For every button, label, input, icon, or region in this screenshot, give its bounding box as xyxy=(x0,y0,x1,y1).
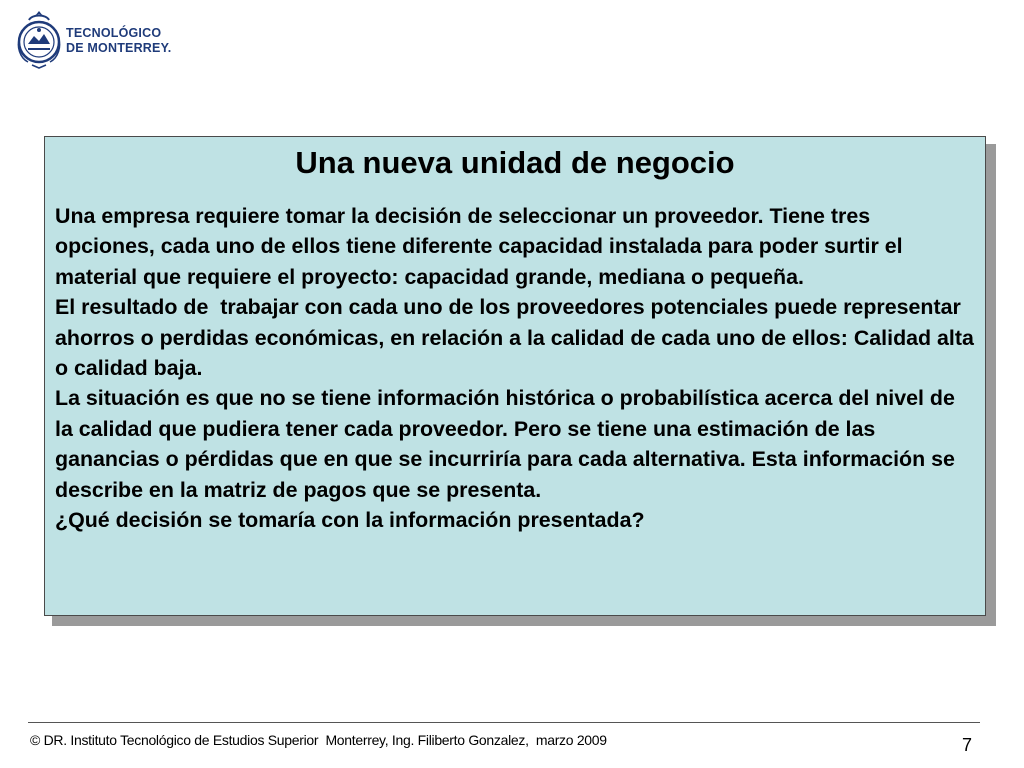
logo-line-2: DE MONTERREY. xyxy=(66,41,172,55)
paragraph-1: Una empresa requiere tomar la decisión de seleccionar un proveedor. Tiene tres opciones, cada uno de ellos tiene diferente capacidad instalada para poder surtir el material que requiere el proyecto: capacidad grande, mediana o pequeña. xyxy=(55,204,909,289)
page-number: 7 xyxy=(962,735,973,755)
footer-divider xyxy=(28,722,980,723)
logo-line-1: TECNOLÓGICO xyxy=(66,26,162,40)
paragraph-3: La situación es que no se tiene información histórica o probabilística acerca del nivel de la calidad que pudiera tener cada proveedor. Pero se tiene una estimación de las ganancias o pérdidas que en que se incurriría para cada alternativa. Esta información se describe en la matriz de pagos que se presenta. xyxy=(55,386,961,502)
paragraph-4-question: ¿Qué decisión se tomaría con la información presentada? xyxy=(55,508,645,533)
footer-copyright: © DR. Instituto Tecnológico de Estudios Superior Monterrey, Ing. Filiberto Gonzalez, marzo 2009 xyxy=(30,732,607,748)
institution-logo xyxy=(14,8,171,70)
institution-name xyxy=(66,26,171,56)
institution-seal-icon xyxy=(14,8,64,70)
content-panel xyxy=(44,136,986,616)
panel-body xyxy=(55,201,980,535)
paragraph-2: El resultado de trabajar con cada uno de los proveedores potenciales puede representar ahorros o perdidas económicas, en relación a la calidad de cada uno de ellos: Calidad alta o calidad baja. xyxy=(55,295,980,381)
panel-title: Una nueva unidad de negocio xyxy=(295,145,735,180)
